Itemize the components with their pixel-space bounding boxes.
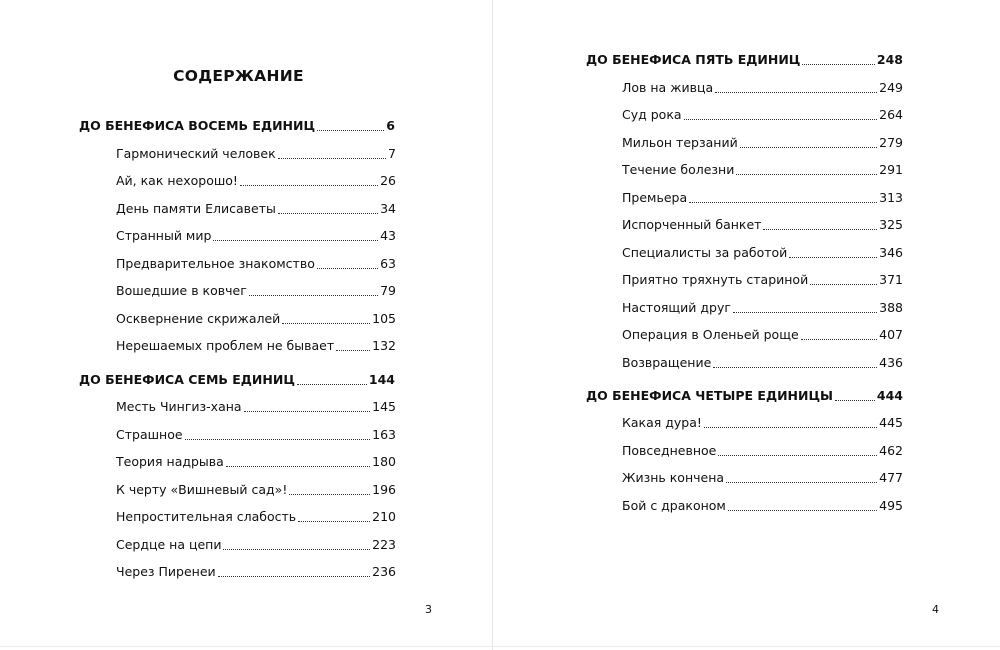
chapter-title: Операция в Оленьей роще: [622, 327, 799, 342]
dot-leader: [278, 212, 378, 214]
toc-entry[interactable]: [116, 481, 396, 499]
dot-leader: [802, 63, 875, 65]
toc-section[interactable]: [586, 51, 903, 69]
dot-leader: [278, 157, 386, 159]
toc-section[interactable]: [79, 371, 395, 389]
dot-leader: [736, 173, 877, 175]
toc-entry[interactable]: [622, 414, 903, 432]
chapter-title: Какая дура!: [622, 415, 702, 430]
dot-leader: [249, 294, 378, 296]
chapter-title: Ай, как нехорошо!: [116, 173, 238, 188]
dot-leader: [801, 338, 877, 340]
section-title: ДО БЕНЕФИСА ЧЕТЫРЕ ЕДИНИЦЫ: [586, 388, 834, 403]
chapter-title: Мильон терзаний: [622, 135, 738, 150]
page-gutter: [492, 0, 493, 650]
dot-leader: [282, 322, 370, 324]
toc-entry[interactable]: [116, 200, 396, 218]
dot-leader: [336, 349, 370, 351]
dot-leader: [726, 481, 877, 483]
toc-entry[interactable]: [116, 337, 396, 355]
chapter-title: Нерешаемых проблем не бывает: [116, 338, 335, 353]
chapter-page-number: 105: [372, 311, 396, 326]
dot-leader: [223, 548, 370, 550]
dot-leader: [226, 465, 370, 467]
chapter-title: Непростительная слабость: [116, 509, 297, 524]
chapter-title: Странный мир: [116, 228, 212, 243]
toc-entry[interactable]: [622, 134, 903, 152]
chapter-page-number: 291: [879, 162, 903, 177]
chapter-page-number: 325: [879, 217, 903, 232]
toc-entry[interactable]: [622, 271, 903, 289]
dot-leader: [684, 118, 878, 120]
toc-entry[interactable]: [116, 255, 396, 273]
chapter-title: День памяти Елисаветы: [116, 201, 276, 216]
chapter-page-number: 63: [380, 256, 396, 271]
chapter-title: Испорченный банкет: [622, 217, 762, 232]
toc-entry[interactable]: [116, 508, 396, 526]
section-title: ДО БЕНЕФИСА ВОСЕМЬ ЕДИНИЦ: [79, 118, 316, 133]
section-page-number: 6: [386, 118, 395, 133]
dot-leader: [298, 520, 370, 522]
chapter-page-number: 163: [372, 427, 396, 442]
section-page-number: 248: [876, 52, 903, 67]
dot-leader: [713, 366, 877, 368]
toc-entry[interactable]: [622, 299, 903, 317]
toc-entry[interactable]: [622, 216, 903, 234]
chapter-title: Возвращение: [622, 355, 712, 370]
chapter-page-number: 7: [388, 146, 396, 161]
chapter-page-number: 145: [372, 399, 396, 414]
chapter-title: К черту «Вишневый сад»!: [116, 482, 288, 497]
toc-entry[interactable]: [116, 398, 396, 416]
toc-entry[interactable]: [116, 172, 396, 190]
toc-entry[interactable]: [622, 79, 903, 97]
dot-leader: [297, 383, 367, 385]
chapter-title: Осквернение скрижалей: [116, 311, 281, 326]
dot-leader: [689, 201, 877, 203]
dot-leader: [763, 228, 877, 230]
chapter-title: Предварительное знакомство: [116, 256, 315, 271]
dot-leader: [740, 146, 877, 148]
chapter-title: Страшное: [116, 427, 183, 442]
chapter-title: Настоящий друг: [622, 300, 731, 315]
section-title: ДО БЕНЕФИСА СЕМЬ ЕДИНИЦ: [79, 372, 295, 387]
toc-entry[interactable]: [622, 469, 903, 487]
chapter-page-number: 279: [879, 135, 903, 150]
dot-leader: [317, 267, 378, 269]
chapter-title: Суд рока: [622, 107, 682, 122]
dot-leader: [728, 509, 877, 511]
chapter-title: Приятно тряхнуть стариной: [622, 272, 809, 287]
toc-entry[interactable]: [116, 282, 396, 300]
chapter-title: Бой с драконом: [622, 498, 726, 513]
toc-entry[interactable]: [622, 161, 903, 179]
toc-entry[interactable]: [622, 106, 903, 124]
chapter-page-number: 436: [879, 355, 903, 370]
section-page-number: 444: [876, 388, 903, 403]
toc-entry[interactable]: [116, 536, 396, 554]
page-bottom-edge: [0, 646, 1000, 647]
toc-entry[interactable]: [622, 326, 903, 344]
toc-entry[interactable]: [622, 497, 903, 515]
chapter-page-number: 313: [879, 190, 903, 205]
chapter-page-number: 495: [879, 498, 903, 513]
toc-section[interactable]: [586, 387, 903, 405]
dot-leader: [789, 256, 877, 258]
toc-entry[interactable]: [116, 145, 396, 163]
toc-entry[interactable]: [622, 354, 903, 372]
chapter-page-number: 223: [372, 537, 396, 552]
right-page-number: 4: [932, 603, 939, 616]
dot-leader: [240, 184, 378, 186]
dot-leader: [835, 399, 875, 401]
dot-leader: [218, 575, 371, 577]
chapter-page-number: 196: [372, 482, 396, 497]
chapter-page-number: 264: [879, 107, 903, 122]
chapter-page-number: 236: [372, 564, 396, 579]
chapter-page-number: 445: [879, 415, 903, 430]
chapter-title: Специалисты за работой: [622, 245, 788, 260]
toc-entry[interactable]: [116, 310, 396, 328]
dot-leader: [733, 311, 877, 313]
chapter-page-number: 180: [372, 454, 396, 469]
dot-leader: [213, 239, 378, 241]
chapter-title: Лов на живца: [622, 80, 714, 95]
chapter-title: Премьера: [622, 190, 688, 205]
chapter-page-number: 43: [380, 228, 396, 243]
chapter-title: Через Пиренеи: [116, 564, 216, 579]
dot-leader: [317, 129, 384, 131]
toc-entry[interactable]: [116, 453, 396, 471]
chapter-title: Течение болезни: [622, 162, 735, 177]
toc-section[interactable]: [79, 117, 395, 135]
toc-entry[interactable]: [116, 563, 396, 581]
chapter-page-number: 26: [380, 173, 396, 188]
section-page-number: 144: [368, 372, 395, 387]
chapter-page-number: 371: [879, 272, 903, 287]
chapter-title: Жизнь кончена: [622, 470, 725, 485]
chapter-title: Теория надрыва: [116, 454, 224, 469]
chapter-page-number: 249: [879, 80, 903, 95]
left-page-number: 3: [425, 603, 432, 616]
chapter-title: Вошедшие в ковчег: [116, 283, 247, 298]
toc-entry[interactable]: [622, 442, 903, 460]
chapter-title: Сердце на цепи: [116, 537, 222, 552]
chapter-page-number: 210: [372, 509, 396, 524]
section-title: ДО БЕНЕФИСА ПЯТЬ ЕДИНИЦ: [586, 52, 801, 67]
dot-leader: [289, 493, 370, 495]
dot-leader: [718, 454, 877, 456]
chapter-page-number: 132: [372, 338, 396, 353]
chapter-page-number: 346: [879, 245, 903, 260]
chapter-page-number: 407: [879, 327, 903, 342]
chapter-title: Гармонический человек: [116, 146, 276, 161]
chapter-title: Повседневное: [622, 443, 717, 458]
dot-leader: [244, 410, 371, 412]
dot-leader: [704, 426, 877, 428]
toc-entry[interactable]: [622, 244, 903, 262]
dot-leader: [715, 91, 877, 93]
dot-leader: [185, 438, 371, 440]
chapter-page-number: 477: [879, 470, 903, 485]
chapter-page-number: 388: [879, 300, 903, 315]
toc-title: СОДЕРЖАНИЕ: [173, 67, 304, 85]
chapter-page-number: 79: [380, 283, 396, 298]
toc-entry[interactable]: [116, 227, 396, 245]
chapter-page-number: 34: [380, 201, 396, 216]
chapter-title: Месть Чингиз-хана: [116, 399, 242, 414]
dot-leader: [810, 283, 877, 285]
toc-entry[interactable]: [116, 426, 396, 444]
toc-entry[interactable]: [622, 189, 903, 207]
chapter-page-number: 462: [879, 443, 903, 458]
